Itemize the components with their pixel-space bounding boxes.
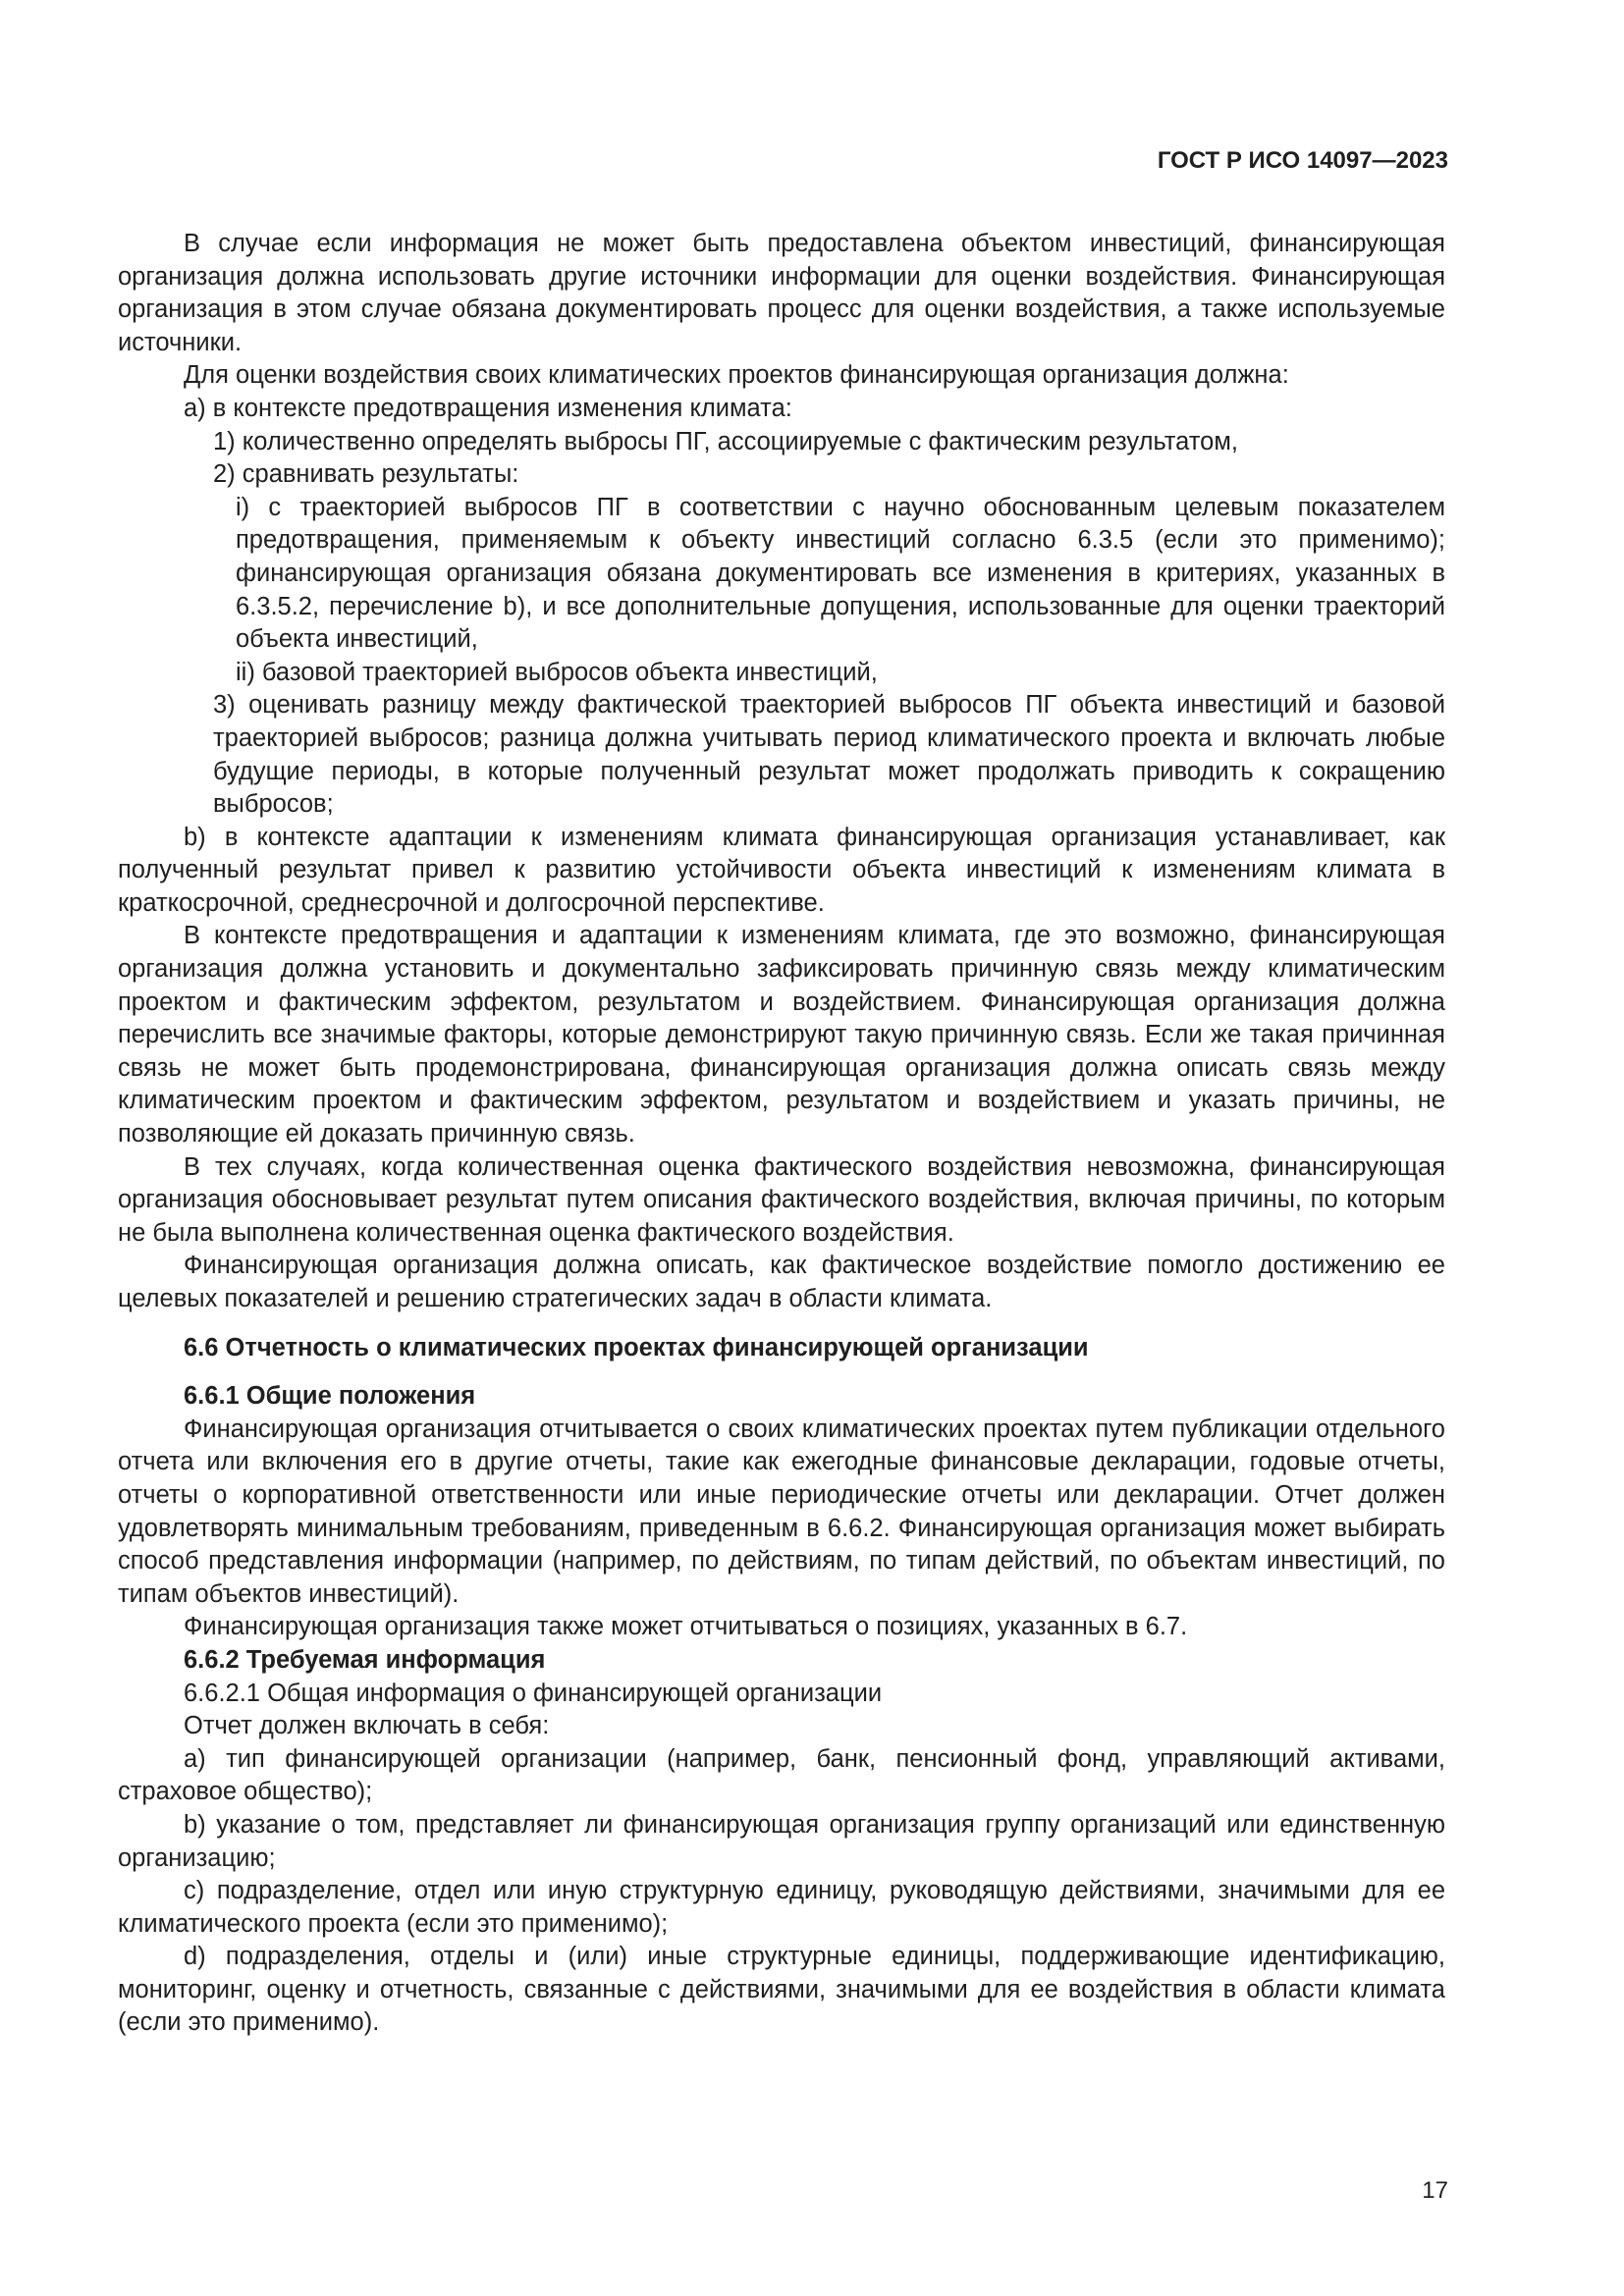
document-body bbox=[118, 228, 1445, 2040]
list-item: b) указание о том, представляет ли финансирующая организация группу организаций или единственную организацию; bbox=[118, 1810, 1445, 1872]
paragraph: Финансирующая организация отчитывается о своих климатических проектах путем публикации отдельного отчета или включения его в другие отчеты, такие как ежегодные финансовые декларации, годовые отчеты, отчеты о корпоративной ответственности или иные периодические отчеты или декларации. Отчет должен удовлетворять минимальным требованиям, приведенным в 6.6.2. Финансирующая организация может выбирать способ представления информации (например, по действиям, по типам действий, по объектам инвестиций, по типам объектов инвестиций). bbox=[118, 1415, 1445, 1608]
list-item: d) подразделения, отделы и (или) иные структурные единицы, поддерживающие идентификацию, мониторинг, оценку и отчетность, связанные с действиями, значимыми для ее воздействия в области климата (если это применимо). bbox=[118, 1943, 1445, 2037]
page-number: 17 bbox=[1422, 2177, 1448, 2204]
paragraph: Финансирующая организация также может отчитываться о позициях, указанных в 6.7. bbox=[184, 1613, 1188, 1641]
list-item: i) с траекторией выбросов ПГ в соответствии с научно обоснованным целевым показателем предотвращения, применяемым к объекту инвестиций согласно 6.3.5 (если это применимо); финансирующая организация обязана документировать все изменения в критериях, указанных в 6.3.5.2, перечисление b), и все дополнительные допущения, использованные для оценки траекторий объекта инвестиций, bbox=[236, 493, 1445, 654]
subsection-heading: 6.6.2 Требуемая информация bbox=[184, 1645, 546, 1674]
list-item: 1) количественно определять выбросы ПГ, ассоциируемые с фактическим результатом, bbox=[213, 427, 1238, 455]
paragraph: Для оценки воздействия своих климатических проектов финансирующая организация должна: bbox=[184, 361, 1289, 390]
document-header: ГОСТ Р ИСО 14097—2023 bbox=[1157, 147, 1448, 174]
list-item: 3) оценивать разницу между фактической траекторией выбросов ПГ объекта инвестиций и базовой траекторией выбросов; разница должна учитывать период климатического проекта и включать любые будущие периоды, в которые полученный результат может продолжать приводить к сокращению выбросов; bbox=[213, 691, 1445, 819]
list-item: b) в контексте адаптации к изменениям климата финансирующая организация устанавливает, как полученный результат привел к развитию устойчивости объекта инвестиций к изменениям климата в краткосрочной, среднесрочной и долгосрочной перспективе. bbox=[118, 823, 1445, 917]
list-item: ii) базовой траекторией выбросов объекта инвестиций, bbox=[236, 658, 878, 686]
subsection-heading: 6.6.1 Общие положения bbox=[184, 1382, 476, 1411]
list-item: c) подразделение, отдел или иную структурную единицу, руководящую действиями, значимыми для ее климатического проекта (если это применимо); bbox=[118, 1877, 1445, 1938]
paragraph: Финансирующая организация должна описать, как фактическое воздействие помогло достижению ее целевых показателей и решению стратегических задач в области климата. bbox=[118, 1252, 1445, 1312]
list-item: 2) сравнивать результаты: bbox=[213, 460, 519, 489]
paragraph: В контексте предотвращения и адаптации к изменениям климата, где это возможно, финансирующая организация должна установить и документально зафиксировать причинную связь между климатическим проектом и фактическим эффектом, результатом и воздействием. Финансирующая организация должна перечислить все значимые факторы, которые демонстрируют такую причинную связь. Если же такая причинная связь не может быть продемонстрирована, финансирующая организация должна описать связь между климатическим проектом и фактическим эффектом, результатом и воздействием и указать причины, не позволяющие ей доказать причинную связь. bbox=[118, 922, 1445, 1148]
paragraph: В случае если информация не может быть предоставлена объектом инвестиций, финансирующая организация должна использовать другие источники информации для оценки воздействия. Финансирующая организация в этом случае обязана документировать процесс для оценки воздействия, а также используемые источники. bbox=[118, 230, 1445, 356]
paragraph: В тех случаях, когда количественная оценка фактического воздействия невозможна, финансирующая организация обосновывает результат путем описания фактического воздействия, включая причины, по которым не была выполнена количественная оценка фактического воздействия. bbox=[118, 1152, 1445, 1247]
list-item: а) тип финансирующей организации (например, банк, пенсионный фонд, управляющий активами, страховое общество); bbox=[118, 1744, 1445, 1806]
clause-heading: 6.6.2.1 Общая информация о финансирующей организации bbox=[184, 1679, 883, 1707]
paragraph: Отчет должен включать в себя: bbox=[184, 1712, 550, 1740]
section-heading: 6.6 Отчетность о климатических проектах финансирующей организации bbox=[184, 1333, 1089, 1362]
list-item: а) в контексте предотвращения изменения климата: bbox=[184, 394, 792, 422]
